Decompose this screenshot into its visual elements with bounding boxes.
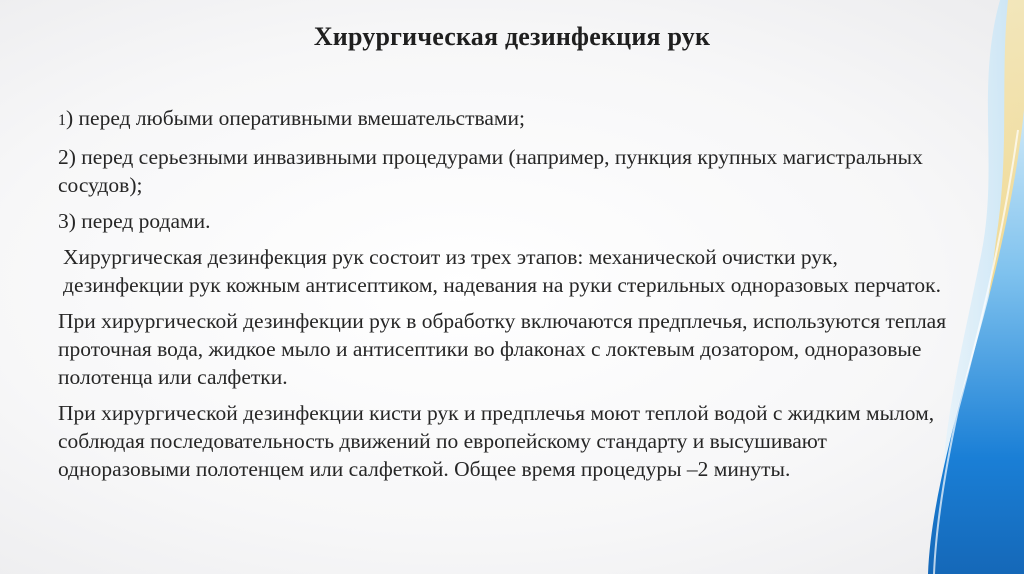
list-item-text: ) перед любыми оперативными вмешательствами; (66, 106, 525, 130)
list-item (58, 104, 958, 135)
list-item-number: 1 (58, 112, 66, 129)
paragraph: При хирургической дезинфекции кисти рук и предплечья моют теплой водой с жидким мылом, соблюдая последовательность движений по европейскому стандарту и высушивают одноразовыми полотенцем или салфеткой. Общее время процедуры –2 минуты. (58, 401, 935, 481)
list-item: 2) перед серьезными инвазивными процедурами (например, пункция крупных магистральных сосудов); (58, 145, 923, 197)
slide-title: Хирургическая дезинфекция рук (313, 22, 711, 51)
slide-body (58, 104, 958, 491)
paragraph: Хирургическая дезинфекция рук состоит из трех этапов: механической очистки рук, дезинфекции рук кожным антисептиком, надевания на руки стерильных одноразовых перчаток. (63, 245, 941, 297)
list-item: 3) перед родами. (58, 209, 211, 233)
paragraph: При хирургической дезинфекции рук в обработку включаются предплечья, используются теплая проточная вода, жидкое мыло и антисептики во флаконах с локтевым дозатором, одноразовые полотенца или салфетки. (58, 309, 947, 389)
